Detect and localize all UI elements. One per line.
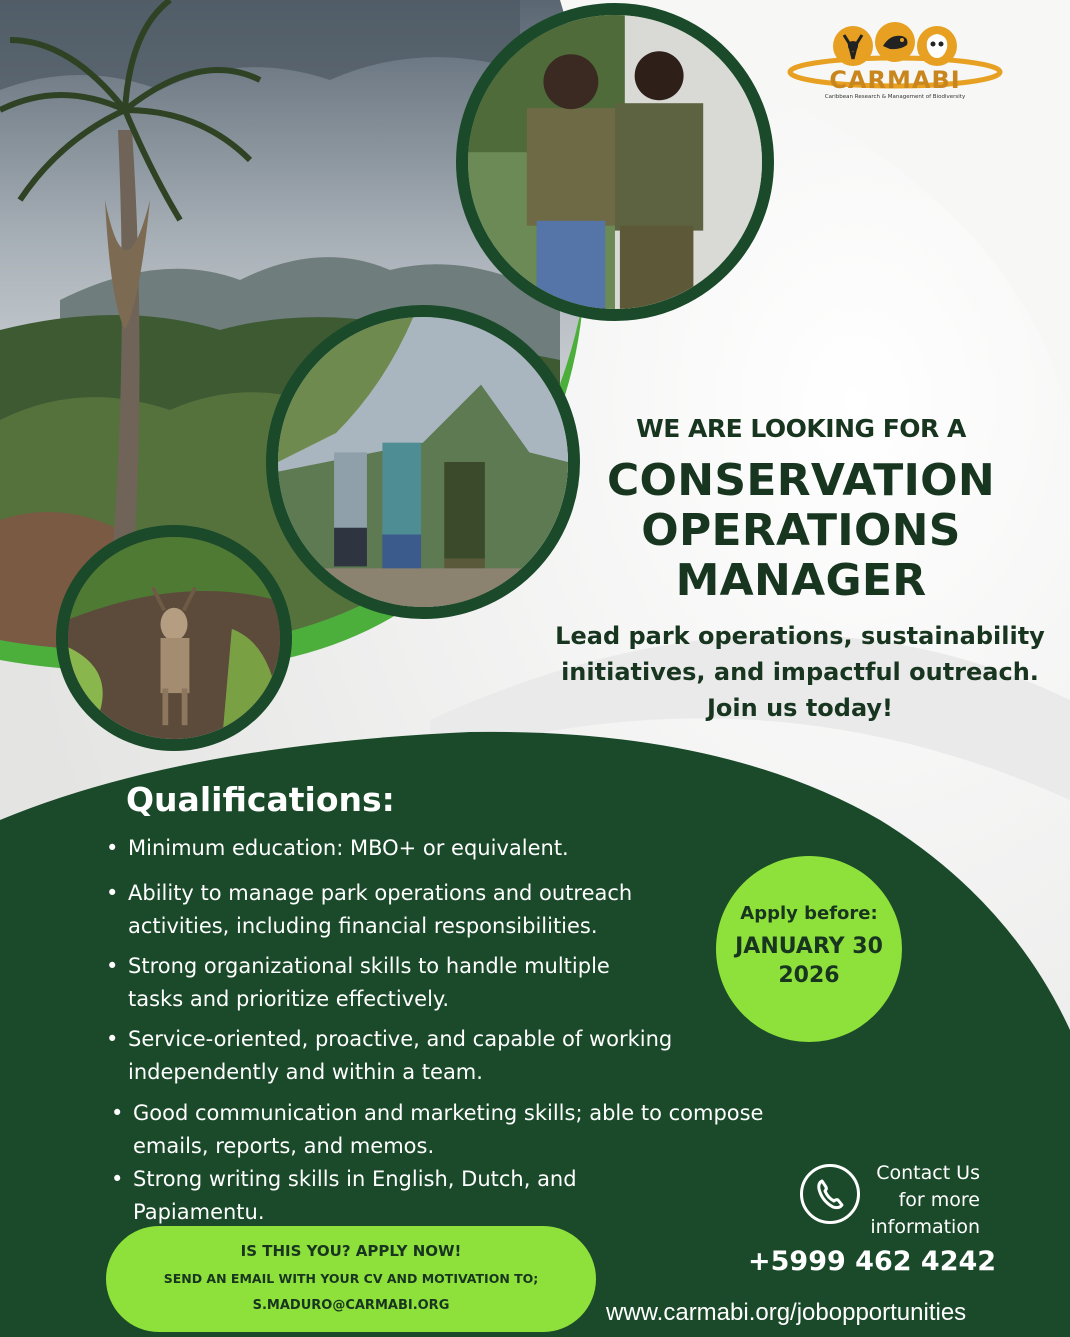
- qualification-item: [106, 950, 610, 1016]
- website-link[interactable]: www.carmabi.org/jobopportunities: [606, 1299, 967, 1326]
- qualification-line: • Service-oriented, proactive, and capable of working: [128, 1027, 673, 1051]
- qualification-line: • Good communication and marketing skills; able to compose: [133, 1101, 764, 1125]
- headline-tagline: [545, 618, 1055, 726]
- deadline-badge: [716, 856, 902, 1042]
- qualification-line: emails, reports, and memos.: [133, 1134, 435, 1158]
- qualification-line: • Minimum education: MBO+ or equivalent.: [128, 836, 569, 860]
- hikers-photo: [266, 305, 580, 619]
- qualification-line: • Ability to manage park operations and outreach: [128, 881, 633, 905]
- contact-line2: for more: [898, 1189, 980, 1211]
- deer-icon: [838, 31, 868, 61]
- qualifications-heading: Qualifications:: [126, 780, 395, 819]
- tagline-line3: Join us today!: [707, 694, 893, 722]
- qualification-item: [111, 1163, 577, 1229]
- tagline-line1: Lead park operations, sustainability: [555, 622, 1045, 650]
- qualification-item: [111, 1097, 763, 1163]
- deadline-date: [716, 932, 902, 990]
- job-title-line2: OPERATIONS: [641, 505, 961, 556]
- tagline-line2: initiatives, and impactful outreach.: [561, 658, 1039, 686]
- phone-number[interactable]: +5999 462 4242: [748, 1246, 997, 1277]
- qualification-line: independently and within a team.: [128, 1060, 483, 1084]
- contact-line3: information: [870, 1216, 980, 1238]
- deer-photo: [56, 525, 292, 751]
- iguana-icon: [880, 28, 910, 56]
- carmabi-logo: [785, 22, 1005, 104]
- deadline-date-line1: JANUARY 30: [735, 934, 883, 959]
- cta-email: S.MADURO@CARMABI.ORG: [252, 1298, 450, 1313]
- qualification-line: Papiamentu.: [133, 1200, 265, 1224]
- qualification-line: tasks and prioritize effectively.: [128, 987, 450, 1011]
- qualification-line: • Strong writing skills in English, Dutch, and: [133, 1167, 577, 1191]
- job-title: [560, 456, 1042, 606]
- qualification-item: [106, 877, 632, 943]
- team-photo: [456, 3, 774, 321]
- cta-headline: IS THIS YOU? APPLY NOW!: [240, 1242, 462, 1260]
- deadline-label: Apply before:: [740, 903, 878, 924]
- logo-tagline: Caribbean Research & Management of Biodiversity: [824, 94, 966, 100]
- qualification-item: [106, 1023, 672, 1089]
- phone-icon: [800, 1164, 860, 1224]
- job-title-line1: CONSERVATION: [606, 455, 996, 506]
- qualification-line: activities, including financial responsibilities.: [128, 914, 598, 938]
- headline-kicker: WE ARE LOOKING FOR A: [636, 414, 966, 443]
- logo-wordmark: CARMABI: [829, 66, 961, 94]
- deadline-date-line2: 2026: [778, 963, 840, 988]
- contact-line1: Contact Us: [876, 1162, 980, 1184]
- cta-instruction: SEND AN EMAIL WITH YOUR CV AND MOTIVATION TO;: [163, 1271, 539, 1286]
- qualification-line: • Strong organizational skills to handle multiple: [128, 954, 610, 978]
- qualification-item: [106, 832, 569, 865]
- contact-label: [862, 1160, 980, 1241]
- apply-cta: [106, 1226, 596, 1332]
- job-title-line3: MANAGER: [675, 555, 927, 606]
- owl-icon: [922, 30, 952, 60]
